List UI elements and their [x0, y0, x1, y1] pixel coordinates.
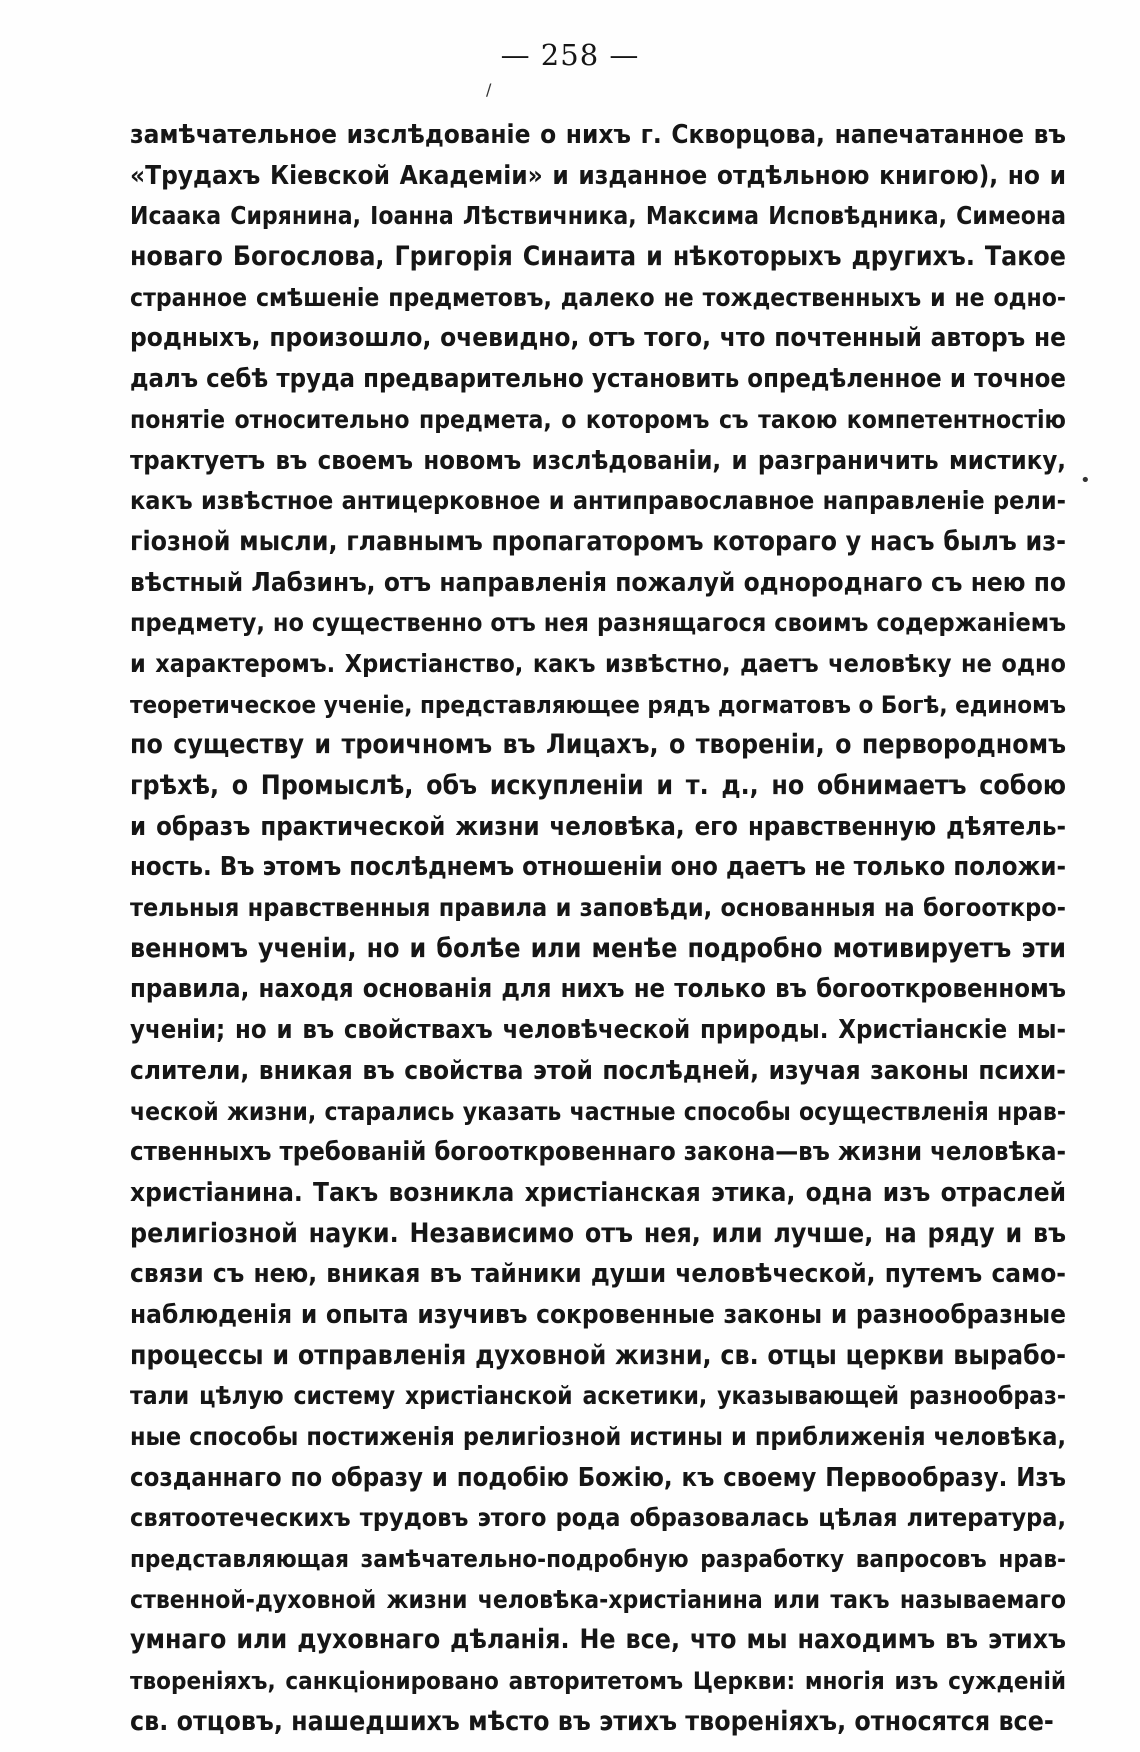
text-line: христіанина. Такъ возникла христіанская этика, одна изъ отраслей — [130, 1177, 1066, 1208]
text-line: Исаака Сирянина, Іоанна Лѣствичника, Максима Исповѣдника, Симеона — [130, 201, 1066, 231]
text-line: созданнаго по образу и подобію Божію, къ своему Первообразу. Изъ — [130, 1462, 1066, 1493]
text-line: далъ себѣ труда предварительно установить опредѣленное и точное — [130, 364, 1066, 395]
text-line: понятіе относительно предмета, о которомъ съ такою компетентностію — [130, 404, 1066, 434]
text-line: ческой жизни, старались указать частные способы осуществленія нрав- — [130, 1096, 1066, 1126]
text-line: ученіи; но и въ свойствахъ человѣческой природы. Христіанскіе мы- — [130, 1015, 1066, 1046]
text-line: связи съ нею, вникая въ тайники души человѣческой, путемъ само- — [130, 1259, 1066, 1290]
text-line: трактуетъ въ своемъ новомъ изслѣдованіи, и разграничить мистику, — [130, 445, 1066, 476]
text-line: слители, вникая въ свойства этой послѣдней, изучая законы психи- — [130, 1055, 1066, 1086]
text-line: умнаго или духовнаго дѣланія. Не все, что мы находимъ въ этихъ — [130, 1624, 1066, 1656]
text-line: наблюденія и опыта изучивъ сокровенные законы и разнообразные — [130, 1299, 1066, 1330]
text-line: какъ извѣстное антицерковное и антиправославное направленіе рели- — [130, 486, 1066, 516]
text-line: и образъ практической жизни человѣка, его нравственную дѣятель- — [130, 811, 1066, 842]
text-line: теоретическое ученіе, представляющее рядъ догматовъ о Богѣ, единомъ — [130, 690, 1066, 719]
text-line: родныхъ, произошло, очевидно, отъ того, что почтенный авторъ не — [130, 323, 1066, 354]
text-line: представляющая замѣчательно-подробную разработку вапросовъ нрав- — [130, 1545, 1066, 1574]
text-line: правила, находя основанія для нихъ не только въ богооткровенномъ — [130, 974, 1066, 1005]
text-line: замѣчательное изслѣдованіе о нихъ г. Скворцова, напечатанное въ — [130, 120, 1066, 150]
text-line: «Трудахъ Кіевской Академіи» и изданное отдѣльною книгою), но и — [130, 160, 1066, 191]
text-line: грѣхѣ, о Промыслѣ, объ искупленіи и т. д., но обнимаетъ собою — [130, 770, 1066, 801]
text-line: ственной-духовной жизни человѣка-христіанина или такъ называемаго — [130, 1584, 1066, 1614]
text-line: вѣстный Лабзинъ, отъ направленія пожалуй однороднаго съ нею по — [130, 567, 1066, 598]
text-line: процессы и отправленія духовной жизни, св. отцы церкви вырабо- — [130, 1339, 1066, 1371]
text-line: венномъ ученіи, но и болѣе или менѣе подробно мотивируетъ эти — [130, 932, 1066, 964]
text-line: ственныхъ требованій богооткровеннаго закона—въ жизни человѣка- — [130, 1137, 1066, 1168]
body-text — [130, 115, 1066, 1743]
stray-mark: / — [486, 80, 492, 99]
text-line: тельныя нравственныя правила и заповѣди, основанныя на богооткро- — [130, 893, 1066, 923]
text-line: гіозной мысли, главнымъ пропагаторомъ котораго у насъ былъ из- — [130, 525, 1066, 557]
text-line: и характеромъ. Христіанство, какъ извѣстно, даетъ человѣку не одно — [130, 648, 1066, 678]
text-line: новаго Богослова, Григорія Синаита и нѣкоторыхъ другихъ. Такое — [130, 241, 1066, 273]
text-line: твореніяхъ, санкціонировано авторитетомъ Церкви: многія изъ сужденій — [130, 1667, 1066, 1696]
text-line: ные способы постиженія религіозной истины и приближенія человѣка, — [130, 1422, 1066, 1451]
text-line: ность. Въ этомъ послѣднемъ отношеніи оно даетъ не только положи- — [130, 852, 1066, 883]
text-line: по существу и троичномъ въ Лицахъ, о твореніи, о первородномъ — [130, 729, 1066, 761]
text-line: странное смѣшеніе предметовъ, далеко не тождественныхъ и не одно- — [130, 282, 1066, 312]
stray-dot: • — [1080, 470, 1091, 491]
page-number: — 258 — — [500, 38, 640, 72]
text-line: религіозной науки. Независимо отъ нея, или лучше, на ряду и въ — [130, 1217, 1066, 1249]
text-line: св. отцовъ, нашедшихъ мѣсто въ этихъ твореніяхъ, относятся все- — [130, 1705, 1054, 1737]
text-line: тали цѣлую систему христіанской аскетики, указывающей разнообраз- — [130, 1381, 1066, 1411]
text-line: святоотеческихъ трудовъ этого рода образовалась цѣлая литература, — [130, 1503, 1066, 1533]
text-line: предмету, но существенно отъ нея разнящагося своимъ содержаніемъ — [130, 608, 1066, 638]
